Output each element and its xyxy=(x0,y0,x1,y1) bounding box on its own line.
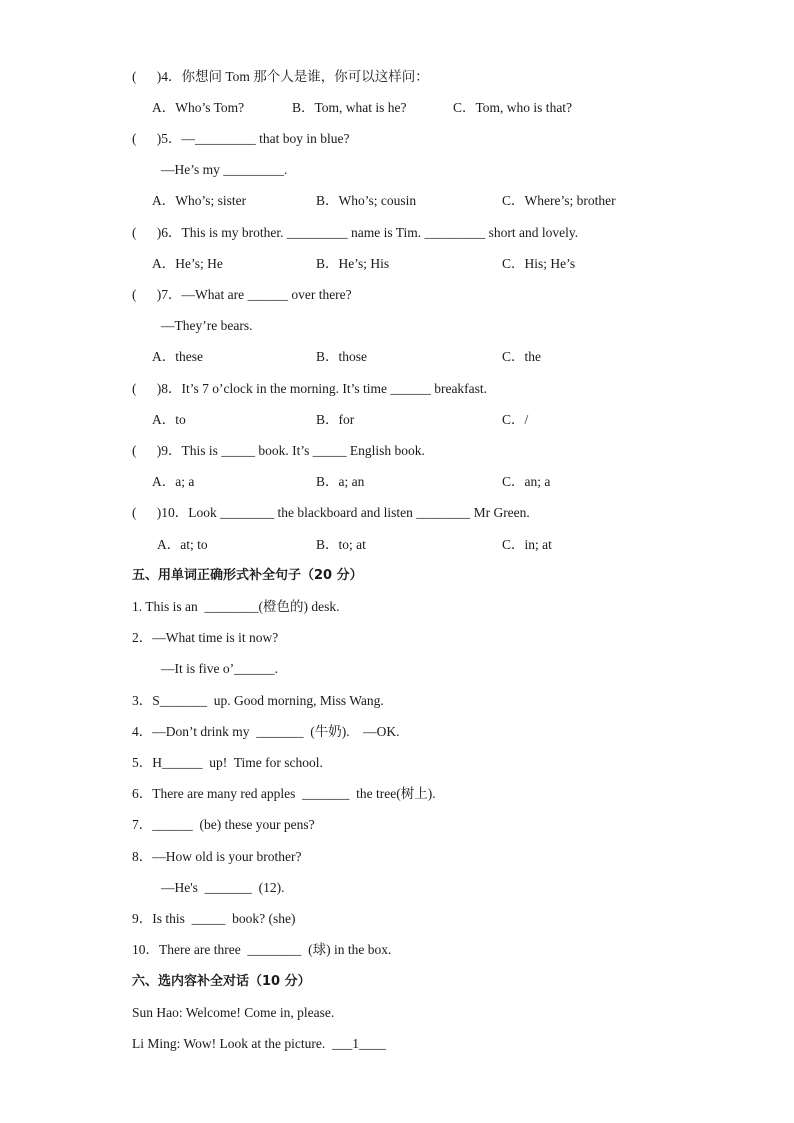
section-5-item-4: 4．—Don’t drink my _______ (牛奶). —OK. xyxy=(132,724,400,739)
question-5-option-a: A．Who’s; sister xyxy=(152,193,247,208)
question-7-option-a: A．these xyxy=(152,349,203,364)
section-5-title: 五、用单词正确形式补全句子（20 分） xyxy=(132,568,363,583)
question-6-option-b: B．He’s; His xyxy=(316,256,390,271)
section-6-line-2: Li Ming: Wow! Look at the picture. ___1____ xyxy=(132,1036,387,1051)
section-6-title: 六、选内容补全对话（10 分） xyxy=(132,974,311,989)
section-5-item-6: 6．There are many red apples _______ the tree(树上). xyxy=(132,786,436,801)
question-6-option-c: C．His; He’s xyxy=(502,256,576,271)
question-8-option-c: C．/ xyxy=(502,412,529,427)
question-4-option-b: B．Tom, what is he? xyxy=(292,100,407,115)
question-8-option-b: B．for xyxy=(316,412,355,427)
question-5-stem: ( )5．—_________ that boy in blue? xyxy=(132,131,350,146)
question-7-stem: ( )7．—What are ______ over there? xyxy=(132,287,352,302)
question-5-option-c: C．Where’s; brother xyxy=(502,193,616,208)
section-5-item-9: 9．Is this _____ book? (she) xyxy=(132,911,296,926)
question-10-option-b: B．to; at xyxy=(316,537,366,552)
section-5-item-7: 7．______ (be) these your pens? xyxy=(132,817,315,832)
question-6-stem: ( )6．This is my brother. _________ name is Tim. _________ short and lovely. xyxy=(132,225,579,240)
question-9-option-c: C．an; a xyxy=(502,474,551,489)
section-5-item-2: 2．—What time is it now? xyxy=(132,630,279,645)
question-5-sub: —He’s my _________. xyxy=(161,162,288,177)
question-4-option-c: C．Tom, who is that? xyxy=(453,100,573,115)
question-8-stem: ( )8．It’s 7 o’clock in the morning. It’s time ______ breakfast. xyxy=(132,381,488,396)
question-10-option-a: A．at; to xyxy=(157,537,208,552)
question-9-stem: ( )9．This is _____ book. It’s _____ English book. xyxy=(132,443,425,458)
section-6-line-1: Sun Hao: Welcome! Come in, please. xyxy=(132,1005,335,1020)
question-7-option-c: C．the xyxy=(502,349,541,364)
section-5-item-8: 8．—How old is your brother? xyxy=(132,849,302,864)
question-8-option-a: A．to xyxy=(152,412,186,427)
question-4-option-a: A．Who’s Tom? xyxy=(152,100,245,115)
section-5-item-3: 3．S_______ up. Good morning, Miss Wang. xyxy=(132,693,384,708)
section-5-item-2-answer: —It is five o’______. xyxy=(161,661,278,676)
question-10-stem: ( )10．Look ________ the blackboard and listen ________ Mr Green. xyxy=(132,505,530,520)
question-9-option-a: A．a; a xyxy=(152,474,195,489)
question-4-stem: ( )4．你想问 Tom 那个人是谁，你可以这样问： xyxy=(132,69,429,84)
question-9-option-b: B．a; an xyxy=(316,474,365,489)
section-5-item-10: 10．There are three ________ (球) in the box. xyxy=(132,942,392,957)
question-7-sub: —They’re bears. xyxy=(161,318,253,333)
question-10-option-c: C．in; at xyxy=(502,537,552,552)
section-5-item-1: 1. This is an ________(橙色的) desk. xyxy=(132,599,340,614)
section-5-item-8-answer: —He's _______ (12). xyxy=(161,880,285,895)
question-5-option-b: B．Who’s; cousin xyxy=(316,193,417,208)
section-5-item-5: 5．H______ up! Time for school. xyxy=(132,755,323,770)
question-6-option-a: A．He’s; He xyxy=(152,256,223,271)
question-7-option-b: B．those xyxy=(316,349,368,364)
